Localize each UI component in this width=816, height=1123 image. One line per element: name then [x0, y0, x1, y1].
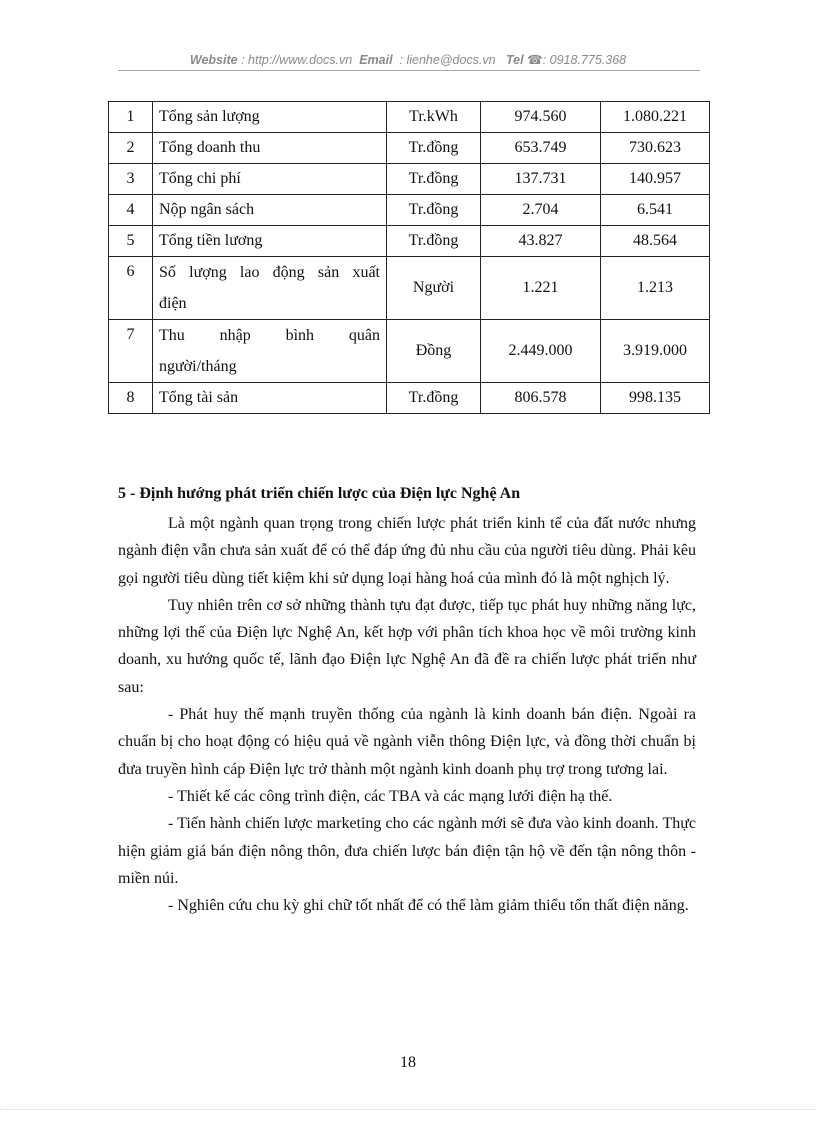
page-number: 18: [400, 1054, 416, 1071]
row-value-1: 2.704: [481, 195, 601, 226]
row-number: 6: [109, 257, 153, 320]
table-row: [109, 320, 710, 383]
table-row: [109, 133, 710, 164]
row-unit: Tr.đồng: [387, 226, 481, 257]
row-indicator: Tổng doanh thu: [153, 133, 387, 164]
row-value-2: 730.623: [601, 133, 710, 164]
row-number: 7: [109, 320, 153, 383]
row-number: 3: [109, 164, 153, 195]
section-heading: 5 - Định hướng phát triển chiến lược của Điện lực Nghệ An: [118, 485, 521, 502]
row-value-2: 140.957: [601, 164, 710, 195]
row-indicator: [153, 320, 387, 383]
row-indicator-line-1: Thu nhập bình quân: [159, 327, 380, 344]
row-unit: Tr.đồng: [387, 195, 481, 226]
website-label: Website: [189, 53, 238, 67]
table-row: [109, 226, 710, 257]
row-value-1: 2.449.000: [481, 320, 601, 383]
paragraph: Là một ngành quan trọng trong chiến lược phát triển kinh tế của đất nước nhưng ngành điện vẫn chưa sản xuất để có thể đáp ứng đủ nhu cầu của người tiêu dùng. Phải kêu gọi người tiêu dùng tiết kiệm khi sử dụng loại hàng hoá của mình đó là một nghịch lý.: [118, 515, 696, 587]
section-body: [118, 510, 696, 919]
row-indicator: Nộp ngân sách: [153, 195, 387, 226]
row-number: 2: [109, 133, 153, 164]
row-value-2: 3.919.000: [601, 320, 710, 383]
paragraph: Tuy nhiên trên cơ sở những thành tựu đạt được, tiếp tục phát huy những năng lực, những lợi thế của Điện lực Nghệ An, kết hợp với phân tích khoa học về môi trường kinh doanh, xu hướng quốc tế, lãnh đạo Điện lực Nghệ An đã đề ra chiến lược phát triển như sau:: [118, 596, 696, 696]
row-unit: Người: [387, 257, 481, 320]
row-indicator-line-1: Số lượng lao động sản xuất: [159, 264, 380, 281]
row-unit: Đồng: [387, 320, 481, 383]
row-unit: Tr.kWh: [387, 102, 481, 133]
table-row: [109, 257, 710, 320]
tel-value: : 0918.775.368: [542, 53, 627, 67]
header-divider: [118, 70, 700, 71]
row-value-1: 974.560: [481, 102, 601, 133]
statistics-table: [108, 101, 710, 414]
row-indicator: Tổng chi phí: [153, 164, 387, 195]
row-value-1: 137.731: [481, 164, 601, 195]
row-value-1: 43.827: [481, 226, 601, 257]
table-row: [109, 195, 710, 226]
table-row: [109, 102, 710, 133]
row-value-2: 1.080.221: [601, 102, 710, 133]
footer-divider: [0, 1109, 816, 1110]
row-value-1: 653.749: [481, 133, 601, 164]
table-row: [109, 164, 710, 195]
paragraph: - Thiết kế các công trình điện, các TBA và các mạng lưới điện hạ thế.: [168, 787, 613, 805]
tel-label: Tel: [506, 53, 524, 67]
row-value-2: 6.541: [601, 195, 710, 226]
row-number: 8: [109, 383, 153, 414]
row-indicator: Tổng tài sản: [153, 383, 387, 414]
row-value-1: 1.221: [481, 257, 601, 320]
row-value-1: 806.578: [481, 383, 601, 414]
row-indicator: [153, 257, 387, 320]
email-value: : lienhe@docs.vn: [399, 53, 496, 67]
row-indicator-line-2: điện: [159, 295, 187, 312]
page-header: [0, 52, 816, 67]
row-value-2: 1.213: [601, 257, 710, 320]
row-value-2: 998.135: [601, 383, 710, 414]
paragraph: - Nghiên cứu chu kỳ ghi chữ tốt nhất để có thể làm giảm thiểu tổn thất điện năng.: [168, 897, 689, 915]
website-url: : http://www.docs.vn: [241, 53, 353, 67]
email-label: Email: [359, 53, 393, 67]
row-unit: Tr.đồng: [387, 164, 481, 195]
paragraph: - Phát huy thế mạnh truyền thống của ngành là kinh doanh bán điện. Ngoài ra chuẩn bị cho hoạt động có hiệu quả về ngành viễn thông Điện lực, và đồng thời chuẩn bị đưa truyền hình cáp Điện lực trở thành một ngành kinh doanh phụ trợ trong tương lai.: [118, 706, 696, 778]
row-number: 1: [109, 102, 153, 133]
table-row: [109, 383, 710, 414]
paragraph: - Tiến hành chiến lược marketing cho các ngành mới sẽ đưa vào kinh doanh. Thực hiện giảm giá bán điện nông thôn, đưa chiến lược bán điện tận hộ về đến tận nông thôn - miền núi.: [118, 815, 696, 887]
row-indicator: Tổng tiền lương: [153, 226, 387, 257]
row-number: 5: [109, 226, 153, 257]
row-value-2: 48.564: [601, 226, 710, 257]
row-unit: Tr.đồng: [387, 133, 481, 164]
row-unit: Tr.đồng: [387, 383, 481, 414]
phone-icon: ☎: [527, 53, 543, 67]
row-number: 4: [109, 195, 153, 226]
row-indicator: Tổng sản lượng: [153, 102, 387, 133]
row-indicator-line-2: người/tháng: [159, 358, 237, 375]
